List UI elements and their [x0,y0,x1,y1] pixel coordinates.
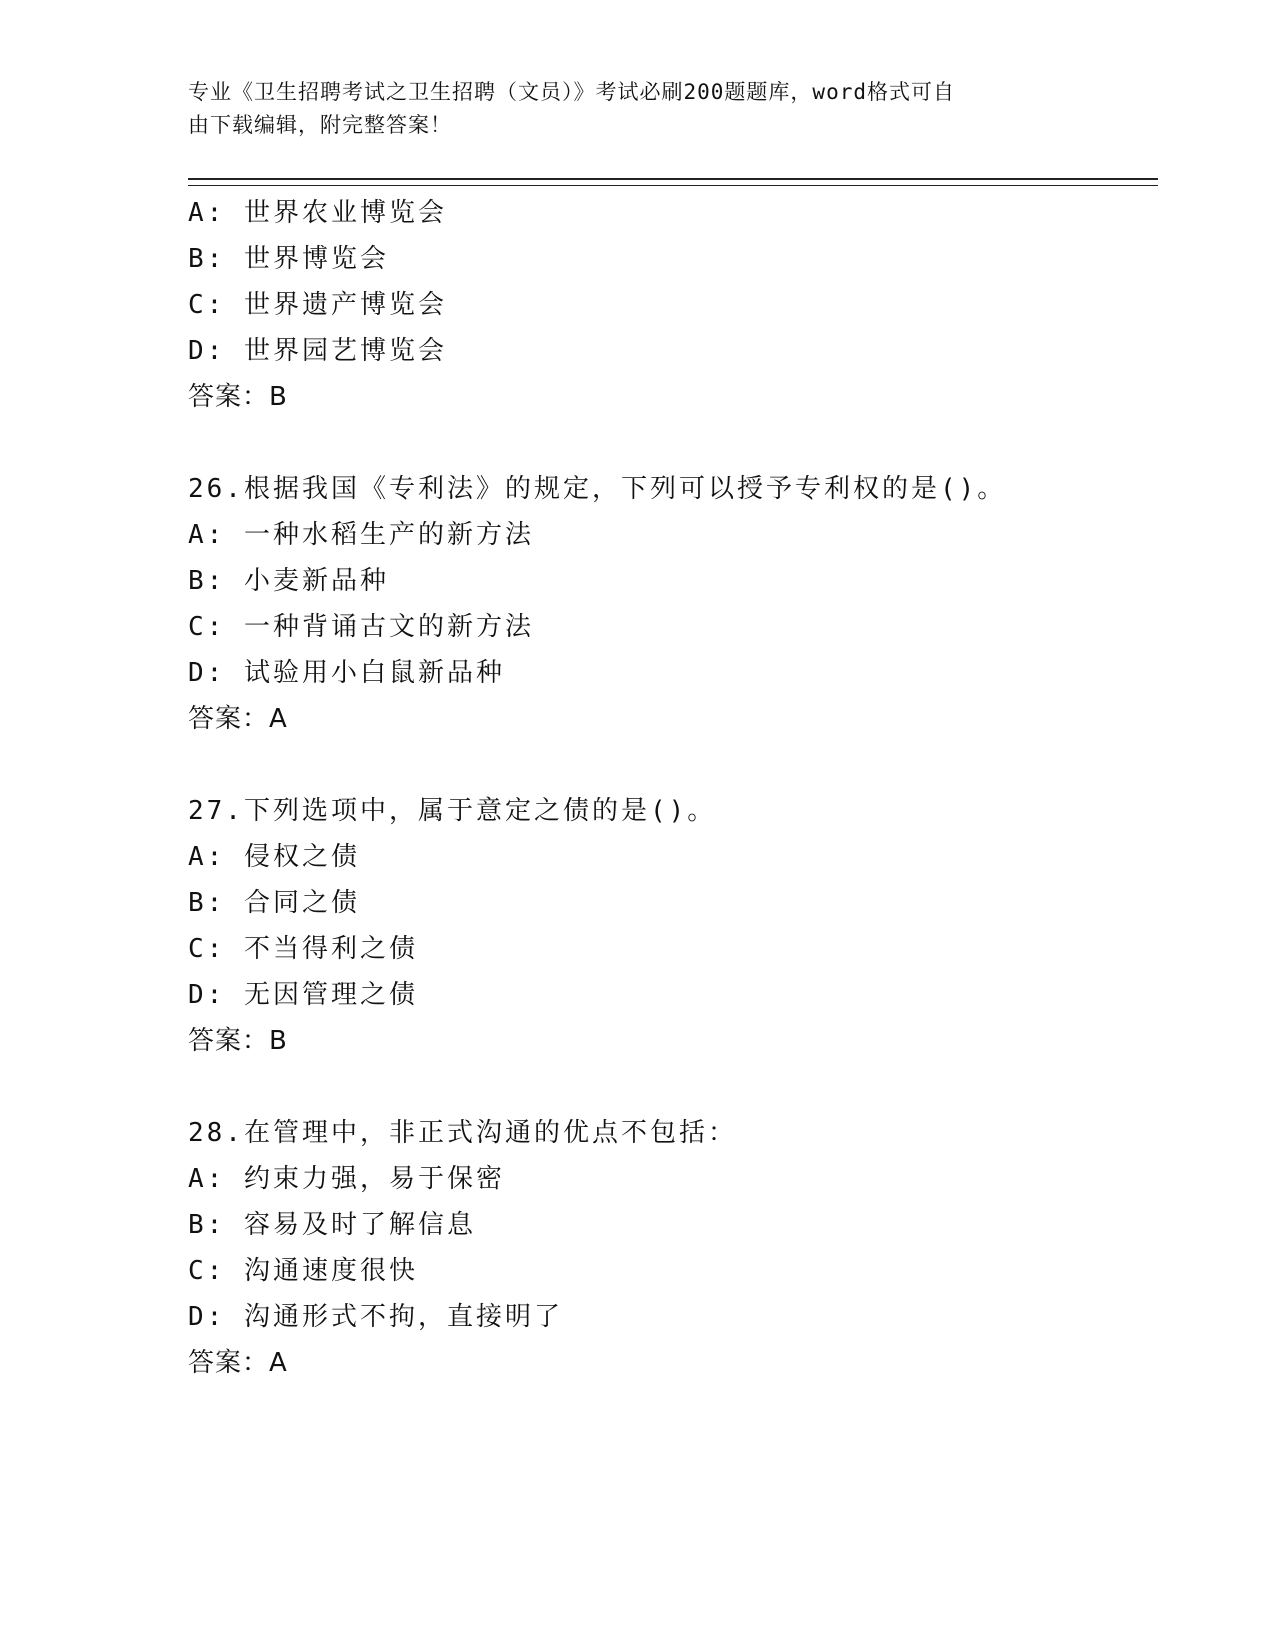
answer-line: 答案：A [188,1348,288,1378]
document-header [188,76,1088,142]
option-d: D: 沟通形式不拘，直接明了 [188,1302,563,1332]
option-b: B: 合同之债 [188,888,360,918]
option-d: D: 无因管理之债 [188,980,418,1010]
option-b: B: 世界博览会 [188,244,389,274]
option-c: C: 一种背诵古文的新方法 [188,612,534,642]
spacer [188,420,1158,466]
option-d: D: 试验用小白鼠新品种 [188,658,505,688]
answer-line: 答案：A [188,704,288,734]
question-list [188,190,1158,1386]
option-a: A: 约束力强，易于保密 [188,1164,505,1194]
header-divider [188,178,1158,186]
question-text: 28.在管理中，非正式沟通的优点不包括： [188,1118,737,1148]
option-b: B: 小麦新品种 [188,566,389,596]
question-block-28 [188,1110,1158,1386]
option-b: B: 容易及时了解信息 [188,1210,476,1240]
option-c: C: 世界遗产博览会 [188,290,447,320]
question-block-25 [188,190,1158,420]
question-block-26 [188,466,1158,742]
header-line-2: 由下载编辑，附完整答案！ [188,113,452,137]
option-a: A: 世界农业博览会 [188,198,447,228]
option-d: D: 世界园艺博览会 [188,336,447,366]
spacer [188,742,1158,788]
question-block-27 [188,788,1158,1064]
spacer [188,1064,1158,1110]
header-line-1: 专业《卫生招聘考试之卫生招聘（文员）》考试必刷200题题库，word格式可自 [188,80,955,104]
answer-line: 答案：B [188,1026,288,1056]
question-text: 27.下列选项中，属于意定之债的是()。 [188,796,717,826]
option-c: C: 沟通速度很快 [188,1256,418,1286]
option-a: A: 一种水稻生产的新方法 [188,520,534,550]
answer-line: 答案：B [188,382,288,412]
question-text: 26.根据我国《专利法》的规定，下列可以授予专利权的是()。 [188,474,1007,504]
option-a: A: 侵权之债 [188,842,360,872]
option-c: C: 不当得利之债 [188,934,418,964]
